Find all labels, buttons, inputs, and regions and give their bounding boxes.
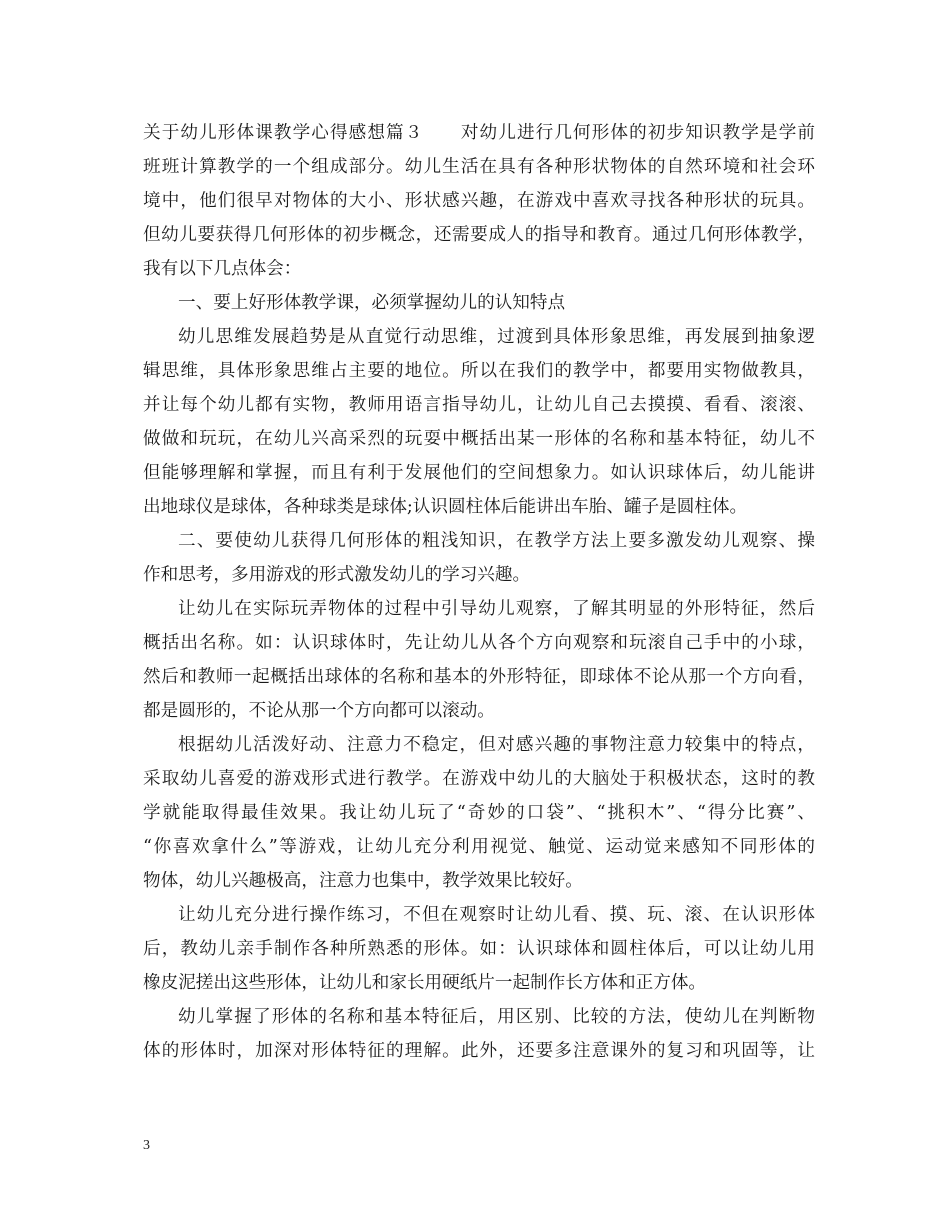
text-line: 采取幼儿喜爱的游戏形式进行教学。在游戏中幼儿的大脑处于积极状态，这时的教 [143, 769, 815, 789]
text-line: 并让每个幼儿都有实物，教师用语言指导幼儿，让幼儿自己去摸摸、看看、滚滚、 [143, 395, 815, 415]
text-line: 然后和教师一起概括出球体的名称和基本的外形特征，即球体不论从那一个方向看， [143, 667, 815, 687]
section-heading: 二、要使幼儿获得几何形体的粗浅知识，在教学方法上要多激发幼儿观察、操 [178, 531, 815, 551]
text-line: 都是圆形的，不论从那一个方向都可以滚动。 [143, 701, 495, 721]
text-line: “你喜欢拿什么”等游戏，让幼儿充分利用视觉、触觉、运动觉来感知不同形体的 [143, 837, 815, 857]
text-line: 辑思维，具体形象思维占主要的地位。所以在我们的教学中，都要用实物做教具， [143, 361, 815, 381]
text-line: 概括出名称。如：认识球体时，先让幼儿从各个方向观察和玩滚自己手中的小球， [143, 633, 815, 653]
text-line: 境中，他们很早对物体的大小、形状感兴趣，在游戏中喜欢寻找各种形状的玩具。 [143, 191, 815, 211]
text-line: 但幼儿要获得几何形体的初步概念，还需要成人的指导和教育。通过几何形体教学， [143, 225, 815, 245]
text-line: 物体，幼儿兴趣极高，注意力也集中，教学效果比较好。 [143, 871, 583, 891]
text-line: 幼儿思维发展趋势是从直觉行动思维，过渡到具体形象思维，再发展到抽象逻 [178, 327, 815, 347]
text-line: 但能够理解和掌握，而且有利于发展他们的空间想象力。如认识球体后，幼儿能讲 [143, 463, 815, 483]
text-line: 幼儿掌握了形体的名称和基本特征后，用区别、比较的方法，使幼儿在判断物 [178, 1007, 815, 1027]
section-heading: 一、要上好形体教学课，必须掌握幼儿的认知特点 [178, 293, 566, 313]
text-line: 体的形体时，加深对形体特征的理解。此外，还要多注意课外的复习和巩固等，让 [143, 1041, 815, 1061]
text-line: 橡皮泥搓出这些形体，让幼儿和家长用硬纸片一起制作长方体和正方体。 [143, 973, 707, 993]
text-line: 关于幼儿形体课教学心得感想篇３ 对幼儿进行几何形体的初步知识教学是学前 [143, 123, 815, 143]
text-line: 让幼儿充分进行操作练习，不但在观察时让幼儿看、摸、玩、滚、在认识形体 [178, 905, 815, 925]
text-line: 班班计算教学的一个组成部分。幼儿生活在具有各种形状物体的自然环境和社会环 [143, 157, 815, 177]
text-line: 后，教幼儿亲手制作各种所熟悉的形体。如：认识球体和圆柱体后，可以让幼儿用 [143, 939, 815, 959]
section-heading: 作和思考，多用游戏的形式激发幼儿的学习兴趣。 [143, 565, 531, 585]
text-line: 我有以下几点体会： [143, 259, 302, 279]
document-body [143, 116, 815, 1068]
text-line: 学就能取得最佳效果。我让幼儿玩了“奇妙的口袋”、“挑积木”、“得分比赛”、 [143, 803, 815, 823]
text-line: 让幼儿在实际玩弄物体的过程中引导幼儿观察，了解其明显的外形特征，然后 [178, 599, 815, 619]
text-line: 出地球仪是球体，各种球类是球体;认识圆柱体后能讲出车胎、罐子是圆柱体。 [143, 497, 748, 517]
page-number: 3 [143, 1138, 150, 1153]
text-line: 根据幼儿活泼好动、注意力不稳定，但对感兴趣的事物注意力较集中的特点， [178, 735, 815, 755]
text-line: 做做和玩玩，在幼儿兴高采烈的玩耍中概括出某一形体的名称和基本特征，幼儿不 [143, 429, 815, 449]
